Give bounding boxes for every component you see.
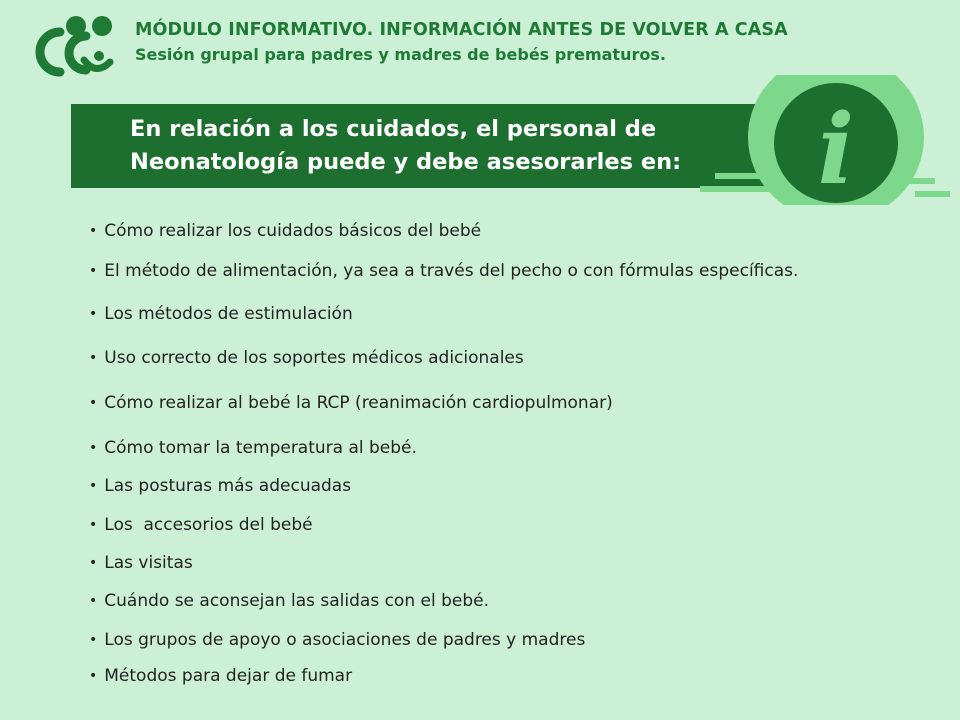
bullet-icon: •: [89, 350, 98, 366]
svg-text:i: i: [817, 93, 855, 205]
list-item: • Las posturas más adecuadas: [89, 476, 352, 496]
bullet-icon: •: [89, 555, 98, 571]
module-title: MÓDULO INFORMATIVO. INFORMACIÓN ANTES DE VOLVER A CASA: [135, 20, 788, 40]
header: [135, 18, 788, 67]
bullet-icon: •: [89, 395, 98, 411]
list-item: • Los grupos de apoyo o asociaciones de padres y madres: [89, 630, 586, 650]
bullet-icon: •: [89, 632, 98, 648]
bullet-icon: •: [89, 593, 98, 609]
list-item: • Cómo realizar los cuidados básicos del bebé: [89, 221, 482, 241]
banner-line-2: Neonatología puede y debe asesorarles en:: [130, 149, 682, 175]
list-item: • Las visitas: [89, 553, 193, 573]
list-item: • Métodos para dejar de fumar: [89, 666, 353, 686]
bullet-icon: •: [89, 440, 98, 456]
list-item: • Los métodos de estimulación: [89, 304, 353, 324]
bullet-icon: •: [89, 478, 98, 494]
list-item: • Cómo realizar al bebé la RCP (reanimación cardiopulmonar): [89, 393, 613, 413]
bullet-icon: •: [89, 223, 98, 239]
banner-heading: [130, 113, 750, 179]
bullet-icon: •: [89, 668, 98, 684]
list-item: • Cuándo se aconsejan las salidas con el bebé.: [89, 591, 489, 611]
bullet-icon: •: [89, 517, 98, 533]
bullet-icon: •: [89, 263, 98, 279]
bullet-icon: •: [89, 306, 98, 322]
family-logo-icon: [20, 10, 120, 82]
list-item: • Uso correcto de los soportes médicos adicionales: [89, 348, 524, 368]
list-item: • El método de alimentación, ya sea a través del pecho o con fórmulas específicas.: [89, 261, 799, 281]
banner-line-1: En relación a los cuidados, el personal de: [130, 116, 657, 142]
list-item: • Los accesorios del bebé: [89, 515, 313, 535]
module-subtitle: Sesión grupal para padres y madres de bebés prematuros.: [135, 45, 666, 64]
list-item: • Cómo tomar la temperatura al bebé.: [89, 438, 417, 458]
